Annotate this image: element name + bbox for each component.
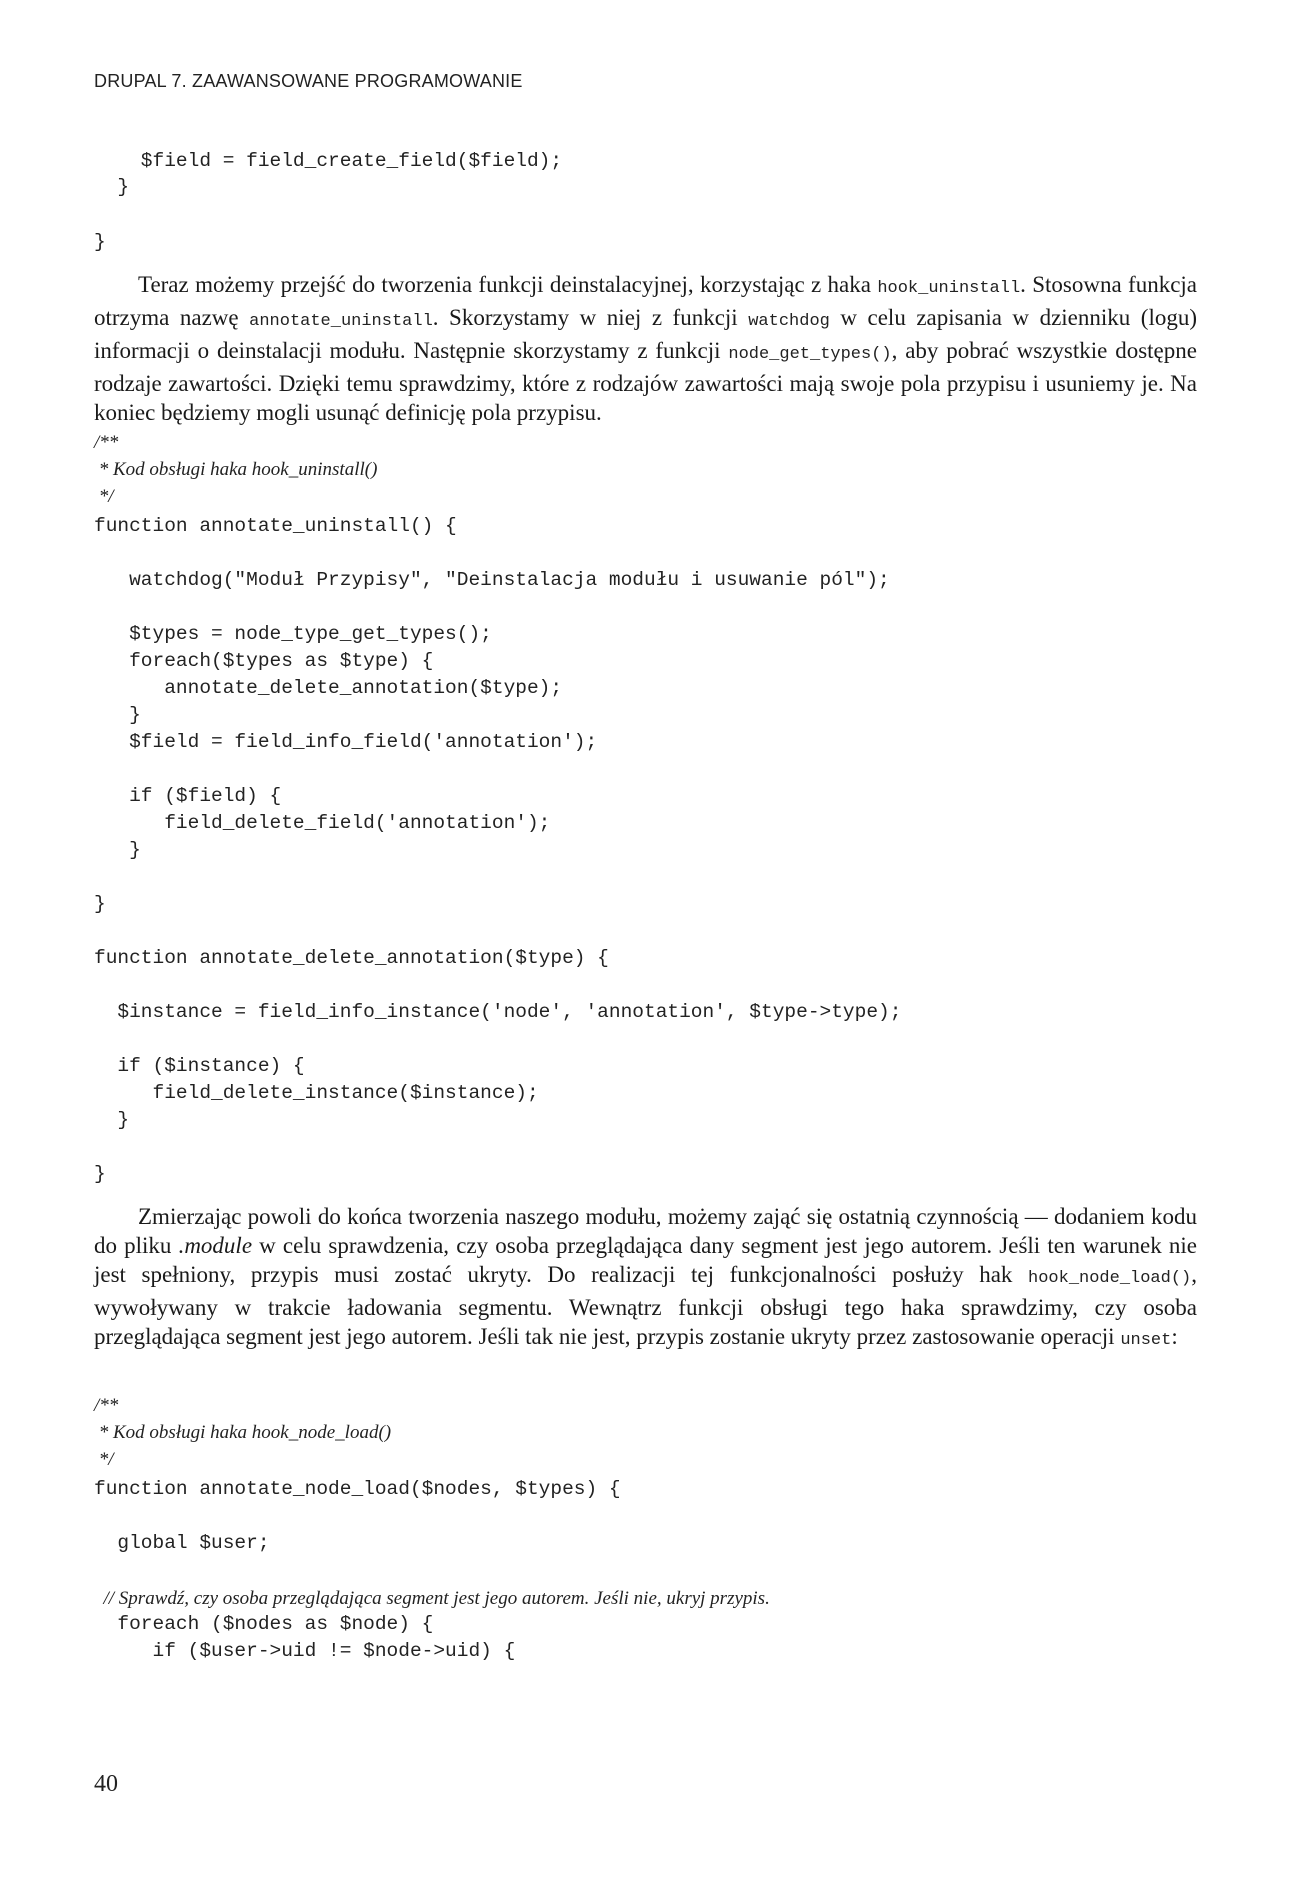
inline-comment-line: // Sprawdź, czy osoba przeglądająca segment jest jego autorem. Jeśli nie, ukryj przypis. bbox=[94, 1588, 770, 1609]
code-line: function annotate_uninstall() { bbox=[94, 515, 457, 537]
text-run: , aby pobrać wszystkie dostępne rodzaje zawartości. Dzięki temu sprawdzimy, które z rodzajów zawartości mają swoje pola przypisu i usuniemy je. Na koniec będziemy mogli usunąć definicję pola przypisu. bbox=[94, 338, 1197, 425]
code-line: function annotate_delete_annotation($type) { bbox=[94, 947, 609, 969]
code-line: } bbox=[94, 1109, 130, 1131]
code-line: } bbox=[94, 704, 141, 726]
inline-code: hook_uninstall bbox=[877, 279, 1021, 298]
text-run: , wywoływany w trakcie ładowania segmentu. Wewnątrz funkcji obsługi tego haka sprawdzimy, czy osoba przeglądająca segment jest jego autorem. Jeśli tak nie jest, przypis zostanie ukryty przez zastosowanie operacji bbox=[94, 1262, 1197, 1349]
text-run: w celu sprawdzenia, czy osoba przeglądająca dany segment jest jego autorem. Jeśli ten warunek nie jest spełniony, przypis musi zostać ukryty. Do realizacji tej funkcjonalności posłuży hak bbox=[94, 1233, 1197, 1287]
code-line: } bbox=[94, 176, 130, 198]
code-line: } bbox=[94, 893, 106, 915]
inline-code: unset bbox=[1120, 1331, 1172, 1350]
code-line: if ($user->uid != $node->uid) { bbox=[94, 1640, 516, 1662]
body-paragraph-2 bbox=[94, 1202, 1197, 1355]
code-line: $instance = field_info_instance('node', 'annotation', $type->type); bbox=[94, 1001, 902, 1023]
code-line: $types = node_type_get_types(); bbox=[94, 623, 492, 645]
code-line: watchdog("Moduł Przypisy", "Deinstalacja modułu i usuwanie pól"); bbox=[94, 569, 890, 591]
code-line: global $user; bbox=[94, 1532, 270, 1554]
text-run: . Skorzystamy w niej z funkcji bbox=[432, 305, 749, 330]
file-extension: .module bbox=[178, 1233, 253, 1258]
code-line: $field = field_create_field($field); bbox=[94, 150, 563, 172]
code-line: if ($instance) { bbox=[94, 1055, 305, 1077]
code-line: } bbox=[94, 231, 106, 253]
text-run: : bbox=[1171, 1324, 1178, 1349]
code-line: annotate_delete_annotation($type); bbox=[94, 677, 563, 699]
body-paragraph-1 bbox=[94, 270, 1197, 427]
inline-code: watchdog bbox=[748, 312, 830, 331]
doc-comment-line: */ bbox=[94, 486, 114, 507]
code-line: $field = field_info_field('annotation'); bbox=[94, 731, 598, 753]
code-line: foreach($types as $type) { bbox=[94, 650, 434, 672]
code-line: if ($field) { bbox=[94, 785, 282, 807]
code-line: } bbox=[94, 1163, 106, 1185]
page-number: 40 bbox=[94, 1771, 118, 1797]
doc-comment-line: */ bbox=[94, 1449, 114, 1470]
doc-comment-line: /** bbox=[94, 432, 119, 453]
running-header: DRUPAL 7. ZAAWANSOWANE PROGRAMOWANIE bbox=[94, 71, 523, 91]
text-run: Teraz możemy przejść do tworzenia funkcji deinstalacyjnej, korzystając z haka bbox=[138, 272, 878, 297]
doc-comment-line: * Kod obsługi haka hook_uninstall() bbox=[94, 459, 378, 480]
code-line: function annotate_node_load($nodes, $types) { bbox=[94, 1478, 621, 1500]
code-line: foreach ($nodes as $node) { bbox=[94, 1613, 434, 1635]
text-run: w celu zapisania w dzienniku (logu) informacji o deinstalacji modułu. Następnie skorzystamy z funkcji bbox=[94, 305, 1197, 363]
inline-code: annotate_uninstall bbox=[249, 312, 433, 331]
code-line: } bbox=[94, 839, 141, 861]
code-line: field_delete_instance($instance); bbox=[94, 1082, 539, 1104]
inline-code: node_get_types() bbox=[728, 345, 892, 364]
text-run: . Stosowna funkcja otrzyma nazwę bbox=[94, 272, 1198, 330]
text-run: Zmierzając powoli do końca tworzenia naszego modułu, możemy zająć się ostatnią czynnością — dodaniem kodu do pliku bbox=[94, 1204, 1197, 1258]
inline-code: hook_node_load() bbox=[1028, 1269, 1192, 1288]
doc-comment-line: /** bbox=[94, 1395, 119, 1416]
doc-comment-line: * Kod obsługi haka hook_node_load() bbox=[94, 1422, 392, 1443]
code-line: field_delete_field('annotation'); bbox=[94, 812, 551, 834]
